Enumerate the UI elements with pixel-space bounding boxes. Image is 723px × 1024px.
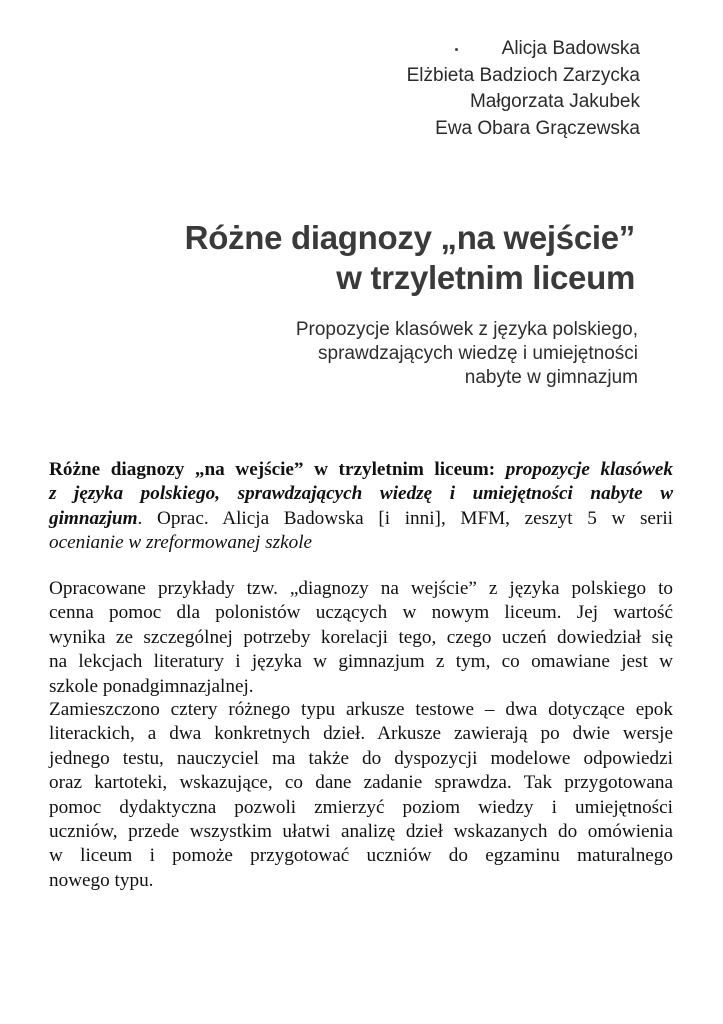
review-line: oraz kartoteki, wskazujące, co dane zadanie sprawdza. Tak przygotowana bbox=[49, 772, 673, 794]
book-cover-scan bbox=[0, 0, 723, 430]
review-line: na lekcjach literatury i języka w gimnazjum z tym, co omawiane jest w bbox=[49, 651, 673, 673]
review-line: uczniów, przede wszystkim ułatwi analizę dzieł wskazanych do omówienia bbox=[49, 821, 673, 843]
review-line: cenna pomoc dla polonistów uczących w nowym liceum. Jej wartość bbox=[49, 602, 673, 624]
review-paragraph-1 bbox=[49, 577, 673, 699]
review-line: szkole ponadgimnazjalnej. bbox=[49, 675, 254, 697]
citation-block bbox=[49, 458, 673, 556]
citation-line bbox=[49, 507, 673, 531]
cover-authors bbox=[407, 36, 640, 142]
review-line: Zamieszczono cztery różnego typu arkusze testowe – dwa dotyczące epok bbox=[49, 699, 673, 720]
citation-line bbox=[49, 458, 673, 482]
citation-details: . Oprac. Alicja Badowska [i inni], MFM, zeszyt 5 w serii bbox=[137, 507, 673, 529]
cover-subtitle-line: sprawdzających wiedzę i umiejętności bbox=[318, 343, 638, 364]
cover-author: Alicja Badowska bbox=[501, 38, 640, 59]
cover-subtitle-line: Propozycje klasówek z języka polskiego, bbox=[295, 319, 638, 340]
review-line: w liceum i pomoże przygotować uczniów do egzaminu maturalnego bbox=[49, 845, 673, 867]
cover-author: Małgorzata Jakubek bbox=[469, 91, 640, 112]
review-line: Opracowane przykłady tzw. „diagnozy na wejście” z języka polskiego to bbox=[49, 578, 673, 599]
citation-series: ocenianie w zreformowanej szkole bbox=[49, 532, 313, 554]
cover-subtitle bbox=[296, 318, 638, 390]
citation-subtitle-end: gimnazjum bbox=[49, 507, 138, 529]
cover-title bbox=[185, 218, 635, 298]
review-line: pomoc dydaktyczna pozwoli zmierzyć poziom wiedzy i umiejętności bbox=[49, 796, 673, 818]
review-line: wynika ze szczególnej potrzeby korelacji tego, czego uczeń dowiedział się bbox=[49, 626, 673, 648]
review-line: jednego testu, nauczyciel ma także do dyspozycji modelowe odpowiedzi bbox=[49, 747, 673, 769]
citation-line: z języka polskiego, sprawdzających wiedzę i umiejętności nabyte w bbox=[49, 483, 673, 505]
cover-subtitle-line: nabyte w gimnazjum bbox=[464, 367, 638, 388]
cover-title-line: w trzyletnim liceum bbox=[336, 259, 635, 296]
review-line: literackich, a dwa konkretnych dzieł. Arkusze zawierają po dwie wersje bbox=[49, 723, 673, 745]
cover-author: Elżbieta Badzioch Zarzycka bbox=[406, 64, 640, 86]
citation-title: Różne diagnozy „na wejście” w trzyletnim liceum: bbox=[49, 459, 496, 480]
cover-title-line: Różne diagnozy „na wejście” bbox=[184, 219, 635, 256]
cover-author: Ewa Obara Grączewska bbox=[435, 117, 640, 139]
review-paragraph-2 bbox=[49, 698, 673, 893]
citation-subtitle-part: propozycje klasówek bbox=[505, 459, 673, 480]
review-line: nowego typu. bbox=[49, 869, 154, 891]
